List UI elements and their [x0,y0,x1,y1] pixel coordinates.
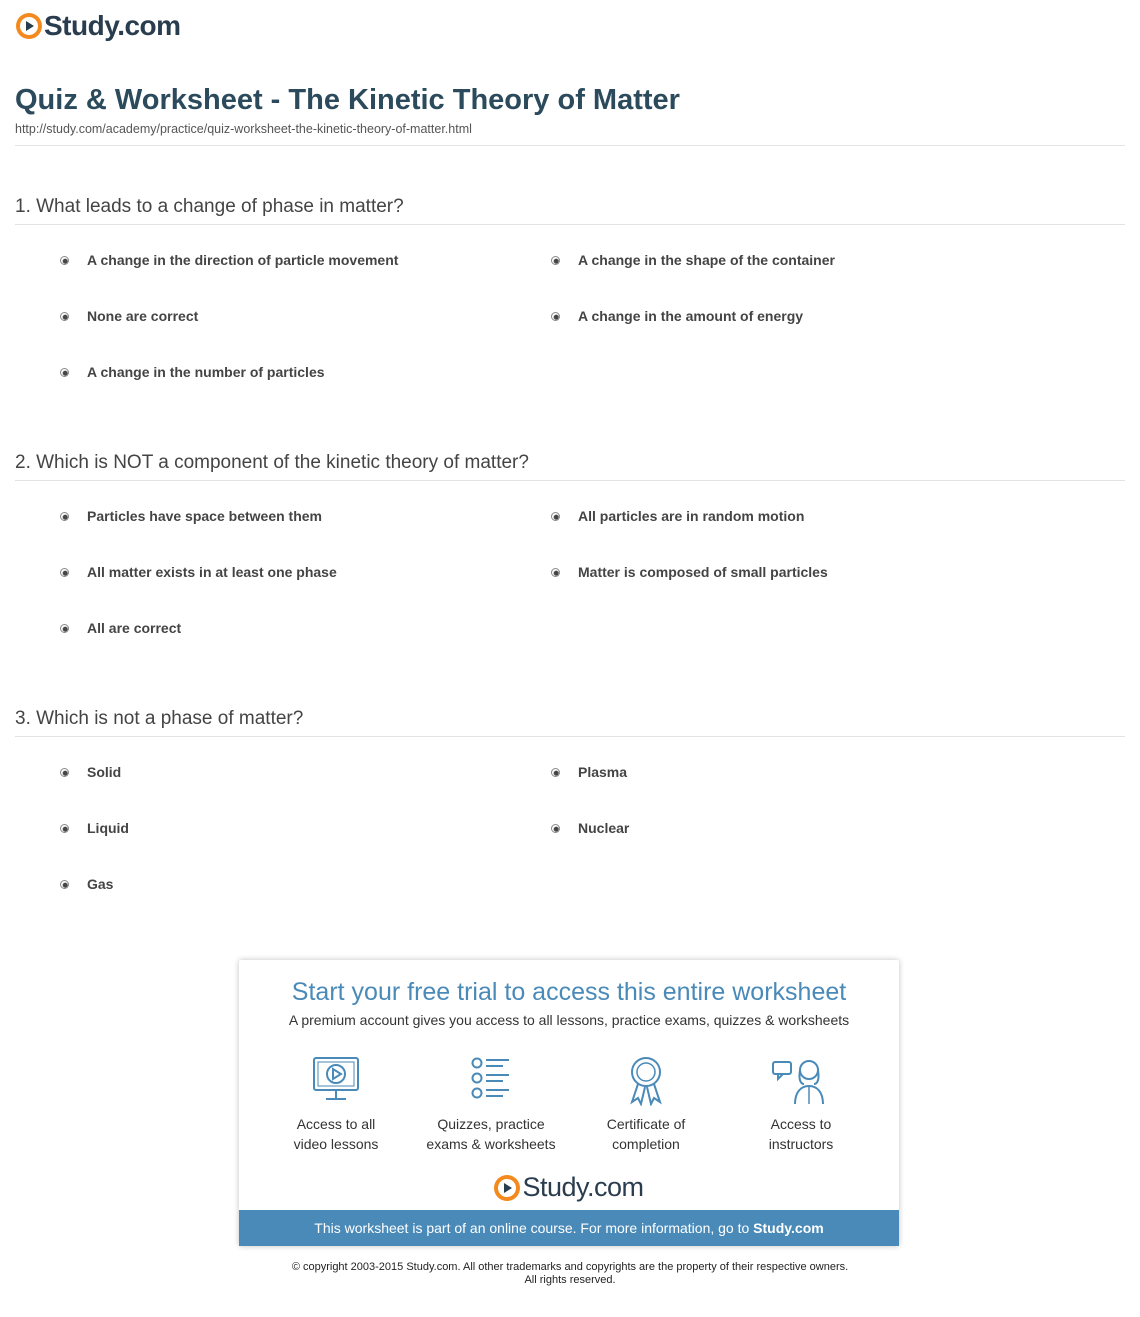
radio-button-icon[interactable] [551,568,560,577]
radio-button-icon[interactable] [60,880,69,889]
play-logo-icon [16,13,42,39]
study-link[interactable]: Study.com [753,1220,824,1236]
answer-label: All particles are in random motion [578,508,805,524]
copyright-line: © copyright 2003-2015 Study.com. All other trademarks and copyrights are the property of their respective owners. [291,1261,849,1273]
answer-label: A change in the amount of energy [578,308,804,324]
question-3 [15,708,1125,917]
answer-option[interactable] [551,764,627,780]
page-url: http://study.com/academy/practice/quiz-worksheet-the-kinetic-theory-of-matter.html [15,122,472,136]
answer-label: Matter is composed of small particles [578,564,828,580]
answer-label: All matter exists in at least one phase [87,564,337,580]
answer-option[interactable] [551,564,828,580]
answer-option[interactable] [60,820,129,836]
copyright [0,1261,1140,1287]
answer-option[interactable] [551,308,803,324]
radio-button-icon[interactable] [551,824,560,833]
answer-label: Particles have space between them [87,508,322,524]
promo-subtitle: A premium account gives you access to all lessons, practice exams, quizzes & worksheets [288,1012,850,1028]
checklist-icon [465,1054,517,1106]
answer-label: Plasma [578,764,628,780]
feature-instructors [731,1054,871,1154]
radio-button-icon[interactable] [60,568,69,577]
answer-list [15,481,1125,661]
feature-quizzes [421,1054,561,1154]
play-logo-icon [494,1175,520,1201]
answer-label: All are correct [87,620,182,636]
answer-label: Nuclear [578,820,630,836]
answer-option[interactable] [60,508,322,524]
certificate-icon [620,1054,672,1106]
radio-button-icon[interactable] [60,624,69,633]
question-text: 3. Which is not a phase of matter? [15,708,1125,737]
answer-option[interactable] [60,620,181,636]
answer-option[interactable] [551,252,835,268]
question-text: 2. Which is NOT a component of the kinetic theory of matter? [15,452,1125,481]
answer-option[interactable] [551,820,629,836]
feature-video-lessons [266,1054,406,1154]
header-divider [15,145,1125,146]
answer-option[interactable] [60,308,198,324]
page-title: Quiz & Worksheet - The Kinetic Theory of Matter [15,84,680,116]
instructor-icon [771,1054,831,1106]
feature-certificate [576,1054,716,1154]
answer-option[interactable] [60,876,113,892]
answer-label: A change in the shape of the container [578,252,835,268]
promo-title[interactable]: Start your free trial to access this entire worksheet [291,978,847,1006]
feature-label: Quizzes, practice exams & worksheets [426,1116,556,1152]
answer-option[interactable] [551,508,804,524]
question-2 [15,452,1125,661]
answer-label: Gas [87,876,114,892]
radio-button-icon[interactable] [551,768,560,777]
answer-label: A change in the number of particles [87,364,325,380]
radio-button-icon[interactable] [60,368,69,377]
promo-info-bar [239,1210,899,1246]
radio-button-icon[interactable] [60,256,69,265]
radio-button-icon[interactable] [60,512,69,521]
answer-option[interactable] [60,564,337,580]
logo-text: Study.com [44,10,181,41]
free-trial-promo [239,960,899,1246]
radio-button-icon[interactable] [551,512,560,521]
answer-option[interactable] [60,252,398,268]
copyright-line: All rights reserved. [524,1274,616,1286]
feature-label: Access to all video lessons [293,1116,379,1152]
radio-button-icon[interactable] [60,824,69,833]
promo-study-logo[interactable] [239,1172,899,1203]
radio-button-icon[interactable] [551,312,560,321]
radio-button-icon[interactable] [551,256,560,265]
radio-button-icon[interactable] [60,768,69,777]
answer-label: A change in the direction of particle movement [87,252,399,268]
question-1 [15,196,1125,405]
video-lesson-icon [310,1054,362,1106]
study-logo[interactable] [16,10,181,42]
answer-list [15,225,1125,405]
feature-label: Access to instructors [768,1116,834,1152]
answer-label: None are correct [87,308,199,324]
promo-bar-text: This worksheet is part of an online course. For more information, go to [314,1220,754,1236]
answer-option[interactable] [60,764,121,780]
logo-text: Study.com [522,1172,644,1202]
question-text: 1. What leads to a change of phase in matter? [15,196,1125,225]
radio-button-icon[interactable] [60,312,69,321]
feature-label: Certificate of completion [606,1116,686,1152]
answer-option[interactable] [60,364,325,380]
answer-list [15,737,1125,917]
answer-label: Liquid [87,820,129,836]
answer-label: Solid [87,764,122,780]
